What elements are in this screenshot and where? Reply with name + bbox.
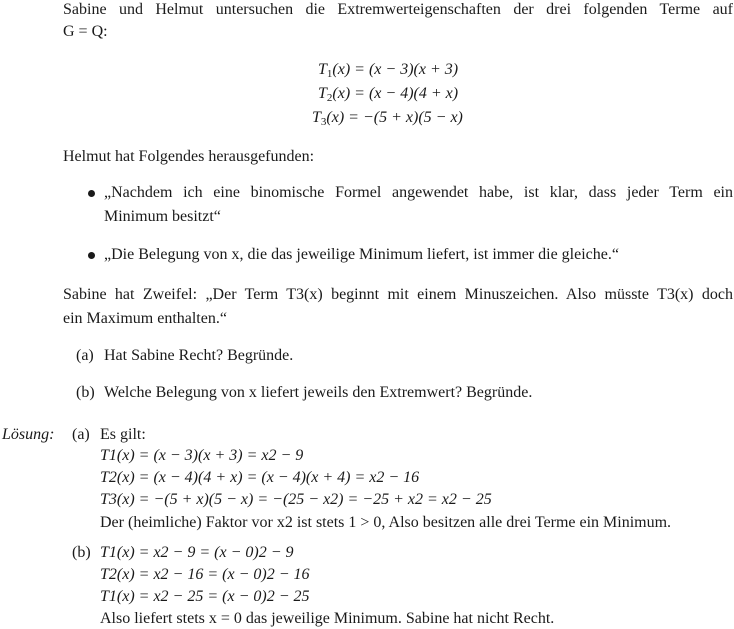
solution-a-label: (a) (72, 426, 90, 443)
term-1-arg: (x) (332, 61, 351, 78)
term-2-index: 2 (326, 92, 333, 104)
bullet-1-line-2: Minimum besitzt“ (104, 208, 221, 225)
term-3 (312, 108, 463, 128)
term-2 (318, 84, 458, 104)
solution-b-line-2: T2(x) = x2 − 16 = (x − 0)2 − 16 (100, 566, 310, 583)
term-3-rhs: = −(5 + x)(5 − x) (348, 109, 463, 126)
solution-a-line-3: T3(x) = −(5 + x)(5 − x) = −(25 − x2) = −25 + x2 = x2 − 25 (100, 491, 492, 508)
term-3-arg: (x) (326, 109, 345, 126)
solution-a-conclusion: Der (heimliche) Faktor vor x2 ist stets 1 > 0, Also besitzen alle drei Terme ein Minimum. (100, 514, 672, 531)
solution-heading: Lösung: (2, 426, 55, 443)
question-b-label: (b) (76, 384, 95, 401)
solution-b-label: (b) (72, 544, 91, 561)
intro-line-1: Sabine und Helmut untersuchen die Extremwerteigenschaften der drei folgenden Terme auf (63, 1, 733, 18)
term-3-name: T (312, 109, 321, 126)
term-1 (318, 60, 458, 80)
term-1-index: 1 (326, 68, 333, 80)
bullet-2-line-1: „Die Belegung von x, die das jeweilige Minimum liefert, ist immer die gleiche.“ (104, 246, 619, 263)
solution-a-line-1: T1(x) = (x − 3)(x + 3) = x2 − 9 (100, 447, 304, 464)
sabine-line-2: ein Maximum enthalten.“ (63, 310, 227, 327)
solution-b-line-3: T1(x) = x2 − 25 = (x − 0)2 − 25 (100, 588, 310, 605)
sabine-line-1: Sabine hat Zweifel: „Der Term T3(x) beginnt mit einem Minuszeichen. Also müsste T3(x) doch (63, 286, 733, 303)
bullet-dot-1 (88, 190, 95, 197)
term-2-arg: (x) (332, 85, 351, 102)
solution-b-conclusion: Also liefert stets x = 0 das jeweilige Minimum. Sabine hat nicht Recht. (100, 610, 555, 627)
bullet-dot-2 (88, 252, 95, 259)
solution-b-line-1: T1(x) = x2 − 9 = (x − 0)2 − 9 (100, 544, 294, 561)
term-1-name: T (318, 61, 327, 78)
question-a-label: (a) (76, 347, 94, 364)
intro-line-2: G = Q: (63, 23, 108, 40)
solution-a-line-2: T2(x) = (x − 4)(4 + x) = (x − 4)(x + 4) = x2 − 16 (100, 469, 420, 486)
question-a-text: Hat Sabine Recht? Begründe. (104, 347, 294, 364)
term-3-index: 3 (320, 116, 327, 128)
bullet-1-line-1: „Nachdem ich eine binomische Formel angewendet habe, ist klar, dass jeder Term ein (104, 184, 733, 201)
term-2-rhs: = (x − 4)(4 + x) (354, 85, 459, 102)
question-b-text: Welche Belegung von x liefert jeweils den Extremwert? Begründe. (104, 384, 533, 401)
term-2-name: T (318, 85, 327, 102)
term-1-rhs: = (x − 3)(x + 3) (354, 61, 459, 78)
helmut-intro: Helmut hat Folgendes herausgefunden: (63, 148, 315, 165)
solution-a-intro: Es gilt: (100, 426, 146, 443)
